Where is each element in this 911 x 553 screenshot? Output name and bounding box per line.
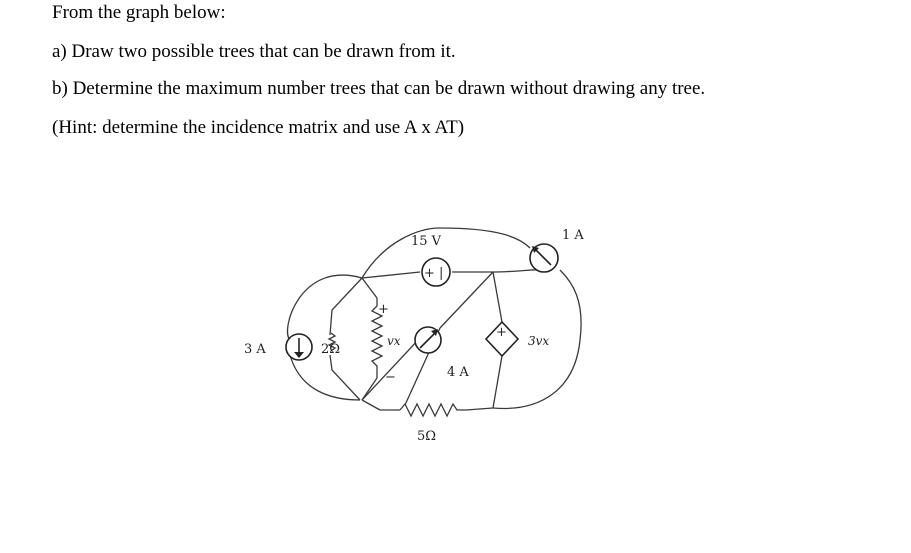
current-source-4a <box>415 327 441 353</box>
current-source-3a <box>286 334 312 360</box>
label-3a: 3 A <box>244 342 266 357</box>
question-intro: From the graph below: <box>52 2 226 23</box>
label-15v: 15 V <box>411 234 442 249</box>
question-hint: (Hint: determine the incidence matrix and use A x AT) <box>52 117 465 138</box>
label-vx: vx <box>387 334 401 348</box>
label-4a: 4 A <box>447 365 469 380</box>
label-vx-minus: − <box>385 370 396 385</box>
label-3vx: 3vx <box>528 334 550 348</box>
current-source-1a <box>530 244 558 272</box>
label-5-ohm: 5Ω <box>417 429 437 444</box>
resistor-5-ohm <box>400 404 466 416</box>
label-dep-plus: + <box>496 325 507 340</box>
question-part-a: a) Draw two possible trees that can be drawn from it. <box>52 41 456 62</box>
label-vx-plus: + <box>378 302 389 317</box>
label-1a: 1 A <box>562 228 584 243</box>
question-part-b: b) Determine the maximum number trees that can be drawn without drawing any tree. <box>52 78 706 99</box>
label-2-ohm: 2Ω <box>321 342 341 357</box>
label-15v-sign: + | <box>424 266 444 281</box>
